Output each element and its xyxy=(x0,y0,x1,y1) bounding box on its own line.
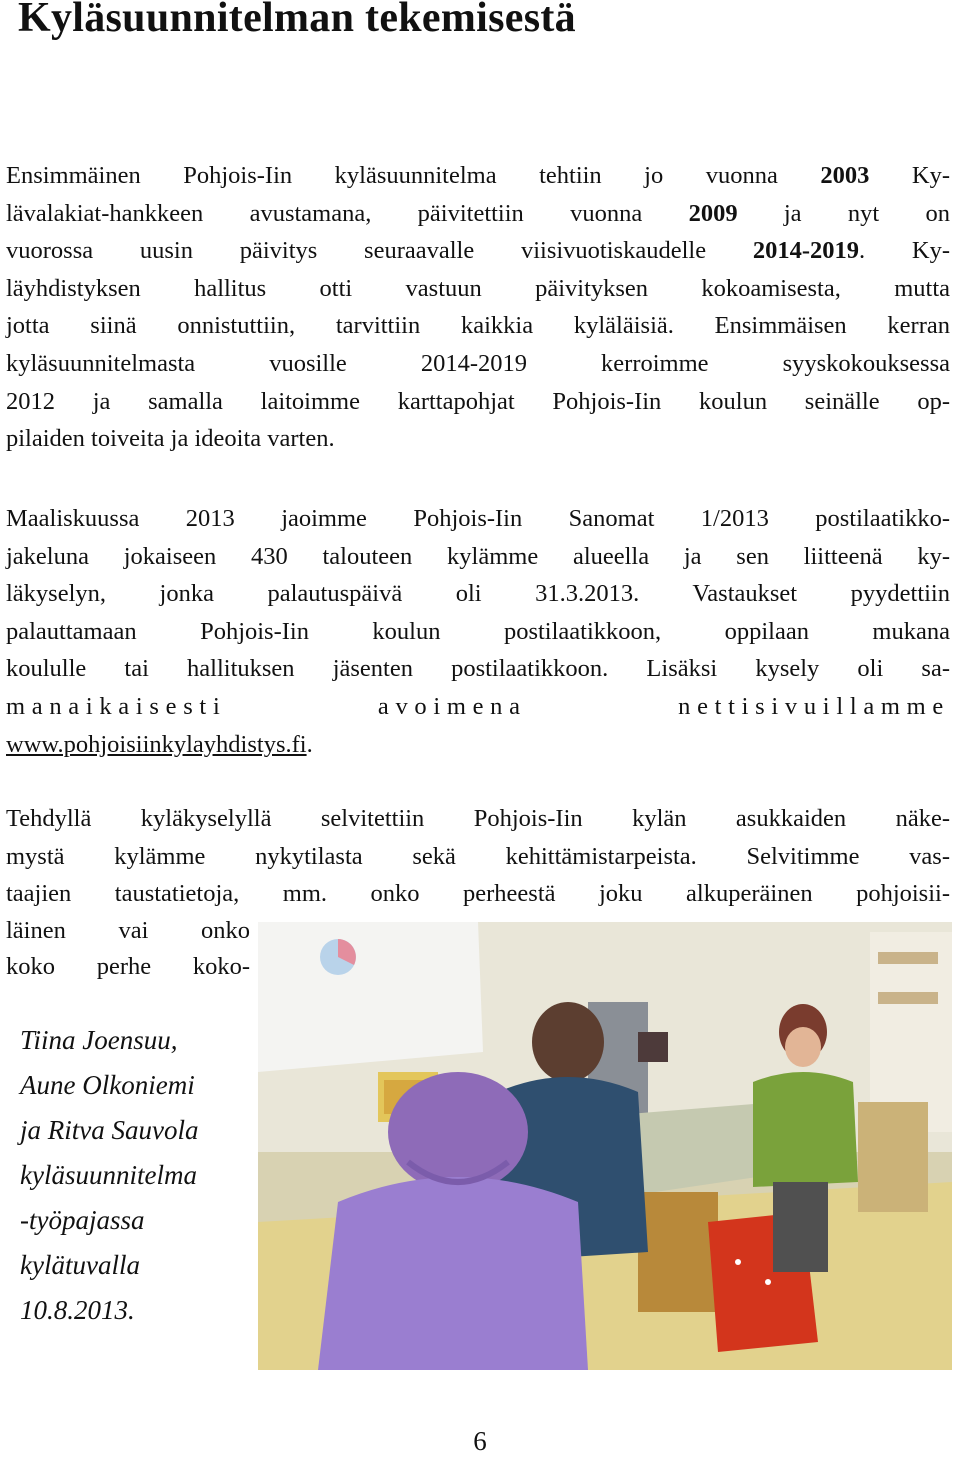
workshop-photo xyxy=(258,922,952,1370)
website-link[interactable]: www.pohjoisiinkylayhdistys.fi xyxy=(6,730,307,758)
paragraph-line: läkyselyn, jonka palautuspäivä oli 31.3.2013. Vastaukset pyydettiin xyxy=(6,580,950,608)
caption-line: kyläsuunnitelma xyxy=(20,1160,197,1190)
paragraph-line: jotta siinä onnistuttiin, tarvittiin kaikkia kyläläisiä. Ensimmäisen kerran xyxy=(6,312,950,340)
caption-line: Tiina Joensuu, xyxy=(20,1025,178,1055)
paragraph-line: läyhdistyksen hallitus otti vastuun päivityksen kokoamisesta, mutta xyxy=(6,274,950,302)
paragraph-line: koululle tai hallituksen jäsenten postilaatikkoon. Lisäksi kysely oli sa- xyxy=(6,655,950,683)
page-number: 6 xyxy=(473,1426,487,1456)
caption-line: Aune Olkoniemi xyxy=(20,1070,195,1100)
paragraph-line: palauttamaan Pohjois-Iin koulun postilaatikkoon, oppilaan mukana xyxy=(6,617,950,645)
paragraph-line: taajien taustatietoja, mm. onko perheestä joku alkuperäinen pohjoisii- xyxy=(6,880,950,908)
paragraph-line-short: läinen vai onko xyxy=(6,917,250,944)
caption-line: ja Ritva Sauvola xyxy=(20,1115,199,1145)
survey-paragraph xyxy=(6,500,950,763)
paragraph-line: Tehdyllä kyläkyselyllä selvitettiin Pohjois-Iin kylän asukkaiden näke- xyxy=(6,805,950,832)
intro-paragraph xyxy=(6,157,950,458)
caption-line: 10.8.2013. xyxy=(20,1295,135,1325)
paragraph-line: Ensimmäinen Pohjois-Iin kyläsuunnitelma tehtiin jo vuonna 2003 Ky- xyxy=(6,162,950,189)
paragraph-line: 2012 ja samalla laitoimme karttapohjat Pohjois-Iin koulun seinälle op- xyxy=(6,387,950,415)
paragraph-line: Maaliskuussa 2013 jaoimme Pohjois-Iin Sanomat 1/2013 postilaatikko- xyxy=(6,505,950,532)
paragraph-line: vuorossa uusin päivitys seuraavalle viisivuotiskaudelle 2014-2019. Ky- xyxy=(6,237,951,265)
paragraph-line: pilaiden toiveita ja ideoita varten. xyxy=(6,425,335,453)
paragraph-line: jakeluna jokaiseen 430 talouteen kylämme alueella ja sen liitteenä ky- xyxy=(6,542,950,570)
paragraph-line: www.pohjoisiinkylayhdistys.fi. xyxy=(6,730,313,758)
paragraph-line: mystä kylämme nykytilasta sekä kehittämistarpeista. Selvitimme vas- xyxy=(6,842,950,870)
photo-caption xyxy=(20,1018,250,1333)
results-paragraph xyxy=(6,800,950,913)
paragraph-line: lävalakiat-hankkeen avustamana, päivitettiin vuonna 2009 ja nyt on xyxy=(6,199,950,227)
caption-line: kylätuvalla xyxy=(20,1250,140,1280)
caption-line: -työpajassa xyxy=(20,1205,145,1235)
spaced-paragraph-line: manaikaisesti avoimena nettisivuillamme xyxy=(6,692,950,720)
paragraph-line-short: koko perhe koko- xyxy=(6,953,250,980)
paragraph-line: kyläsuunnitelmasta vuosille 2014-2019 kerroimme syyskokouksessa xyxy=(6,349,950,377)
page-title: Kyläsuunnitelman tekemisestä xyxy=(18,0,576,41)
